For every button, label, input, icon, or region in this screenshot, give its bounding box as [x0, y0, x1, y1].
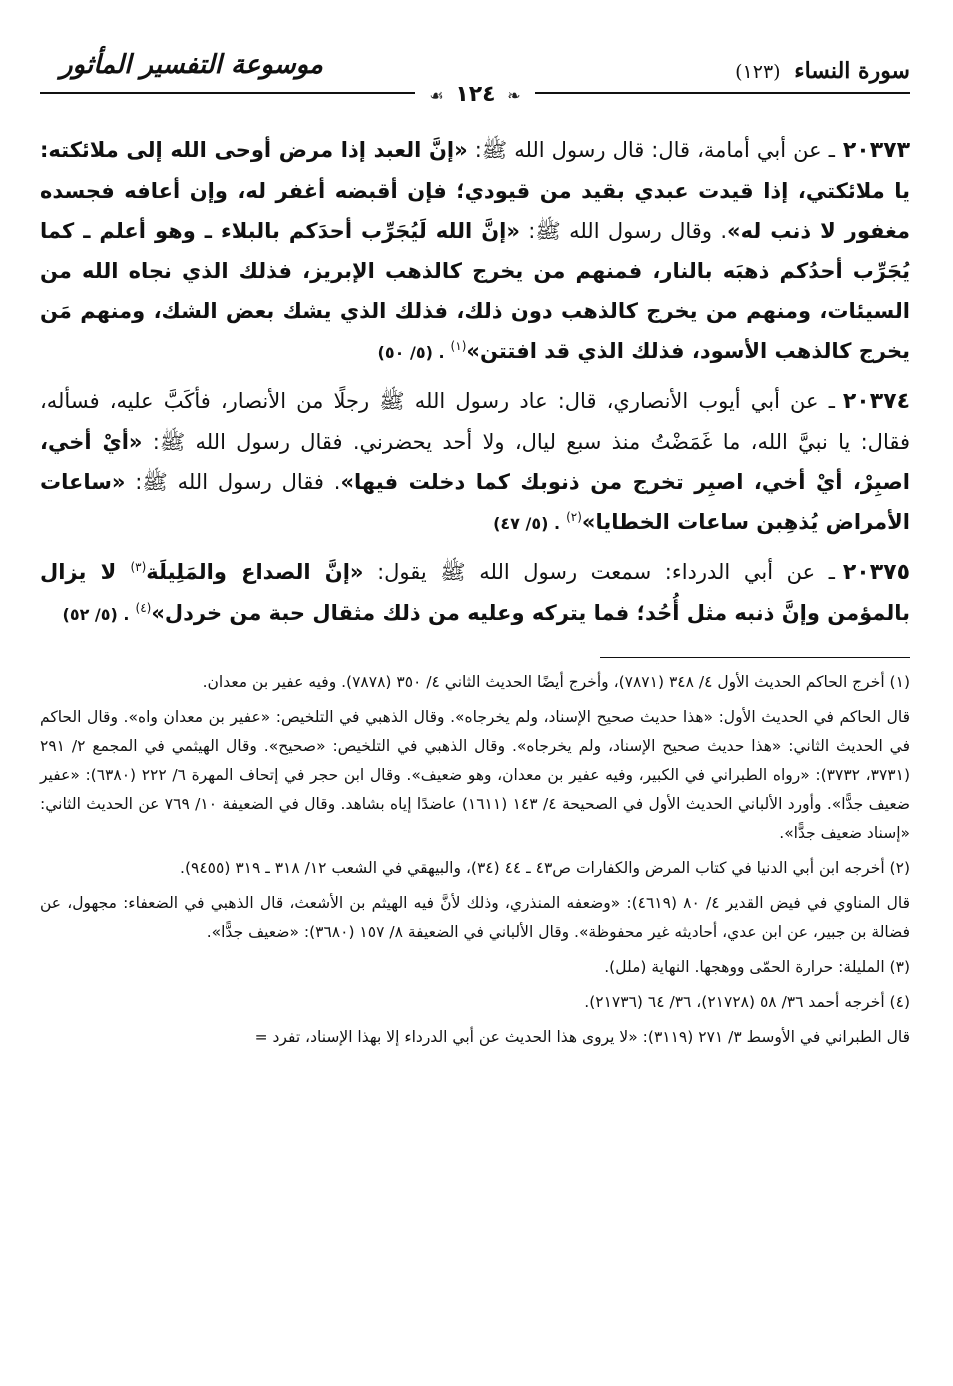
footnote-marker: (٢): [566, 510, 582, 524]
footnote: قال الحاكم في الحديث الأول: «هذا حديث صحيح الإسناد، ولم يخرجاه». وقال الذهبي في التلخيص: «عفير بن معدان واه». وقال الحاكم في الحديث الثاني: «هذا حديث صحيح الإسناد، ولم يخرجاه». وقال الذهبي في التلخيص: «صحيح». وقال الهيثمي في المجمع ٢/ ٢٩١ (٣٧٣١، ٣٧٣٢): «رواه الطبراني في الكبير، وفيه عفير بن معدان، وهو ضعيف». وقال ابن حجر في إتحاف المهرة ٦/ ٢٢٢ (٦٣٨٠): «عفير ضعيف جدًّا». وأورد الألباني الحديث الأول في الصحيحة ٤/ ١٤٣ (١٦١١) عاضدًا إياه بشاهد. وقال في الضعيفة ١٠/ ٧٦٩ عن الحديث الثاني: «إسناد ضعيف جدًّا».: [40, 708, 911, 842]
hadith-quote: «أيْ أخي، اصبِرْ، أيْ أخي، اصبِر تخرج من ذنوبك كما دخلت فيها»: [40, 430, 910, 494]
ornament-icon: ☙: [429, 86, 444, 105]
footnote-marker: (٤): [135, 601, 152, 615]
hadith-quote: «إنَّ الله لَيُجَرِّب أحدَكم بالبلاء ـ وهو أعلم ـ كما يُجَرِّب أحدُكم ذهبَه بالنار، فمنهم من يخرج كالذهب الإبريز، فذلك الذي نجاه الله من السيئات، ومنهم من يخرج كالذهب دون ذلك، فذلك الذي يشك بعض الشك، ومنهم مَن يخرج كالذهب الأسود، فذلك الذي قد افتتن»: [40, 219, 910, 363]
footnote: (١) أخرج الحاكم الحديث الأول ٤/ ٣٤٨ (٧٨٧١)، وأخرج أيضًا الحديث الثاني ٤/ ٣٥٠ (٧٨٧٨). وفيه عفير بن معدان.: [202, 673, 910, 691]
footnotes: [40, 668, 910, 1052]
footnote-marker: (٣): [130, 560, 147, 574]
ayah-reference: (١٢٣): [735, 61, 781, 83]
main-text: [40, 130, 910, 635]
hadith-number: ٢٠٣٧٣: [842, 138, 910, 163]
page-number: ١٢٤: [455, 82, 496, 107]
footnote-separator: [600, 657, 910, 658]
book-title: موسوعة التفسير المأثور: [60, 50, 323, 80]
hadith-entry: [40, 552, 910, 635]
hadith-narration: ـ عن أبي أمامة، قال: قال رسول الله ﷺ:: [467, 138, 835, 162]
footnote: (٢) أخرجه ابن أبي الدنيا في كتاب المرض والكفارات ص٤٣ ـ ٤٤ (٣٤)، والبيهقي في الشعب ١٢/ ٣١٨ ـ ٣١٩ (٩٤٥٥).: [180, 859, 910, 877]
footnote: (٤) أخرجه أحمد ٣٦/ ٥٨ (٢١٧٢٨)، ٣٦/ ٦٤ (٢١٧٣٦).: [584, 993, 910, 1011]
hadith-narration: ـ عن أبي أيوب الأنصاري، قال: عاد رسول الله ﷺ رجلًا من الأنصار، فأكَبَّ عليه، فسأله، فقال: يا نبيَّ الله، ما غَمَضْتُ منذ سبع ليال، ولا أحد يحضرني. فقال رسول الله ﷺ:: [40, 389, 911, 454]
volume-reference: . (٥/ ٥٢): [62, 605, 130, 624]
footnote: قال المناوي في فيض القدير ٤/ ٨٠ (٤٦١٩): «وضعفه المنذري، وذلك لأنَّ فيه الهيثم بن الأشعث، قال الذهبي في الضعفاء: مجهول، عن فضالة بن جبير، عن ابن عدي، أحاديثه غير محفوظة». وقال الألباني في الضعيفة ٨/ ١٥٧ (٣٦٨٠): «ضعيف جدًّا».: [40, 894, 910, 941]
hadith-number: ٢٠٣٧٥: [842, 560, 910, 585]
hadith-narration: . وقال رسول الله ﷺ:: [519, 219, 728, 243]
hadith-number: ٢٠٣٧٤: [842, 389, 910, 414]
footnote: قال الطبراني في الأوسط ٣/ ٢٧١ (٣١١٩): «لا يروى هذا الحديث عن أبي الدرداء إلا بهذا الإسناد، تفرد =: [254, 1028, 910, 1046]
surah-name: سورة النساء: [794, 58, 910, 84]
hadith-entry: [40, 381, 910, 544]
page-header: [40, 50, 910, 120]
hadith-quote: «إنَّ الصداع والمَلِيلَة: [146, 560, 364, 584]
hadith-narration: . فقال رسول الله ﷺ:: [125, 470, 341, 494]
hadith-entry: [40, 130, 910, 373]
hadith-quote: لا يزال بالمؤمن وإنَّ ذنبه مثل أُحُد؛ فما يتركه وعليه من ذلك مثقال حبة من خردل»: [40, 560, 910, 625]
volume-reference: . (٥/ ٥٠): [377, 343, 445, 362]
footnote-marker: (١): [450, 339, 467, 353]
book-page: [40, 50, 910, 1058]
hadith-quote: «إنَّ العبد إذا مرض أوحى الله إلى ملائكته: يا ملائكتي، إذا قيدت عبدي بقيد من قيودي؛ فإن أقبضه أغفر له، وإن أعافه فجسده مغفور لا ذنب له»: [40, 138, 910, 243]
footnote: (٣) المليلة: حرارة الحمّى ووهجها. النهاية (ملل).: [604, 958, 910, 976]
page-number-box: [415, 82, 534, 107]
hadith-quote: «ساعات الأمراض يُذهِبن ساعات الخطايا»: [40, 470, 910, 534]
volume-reference: . (٥/ ٤٧): [493, 514, 561, 533]
hadith-narration: ـ عن أبي الدرداء: سمعت رسول الله ﷺ يقول:: [363, 560, 835, 584]
ornament-icon: ❧: [507, 86, 521, 105]
running-header-surah: [735, 58, 910, 84]
